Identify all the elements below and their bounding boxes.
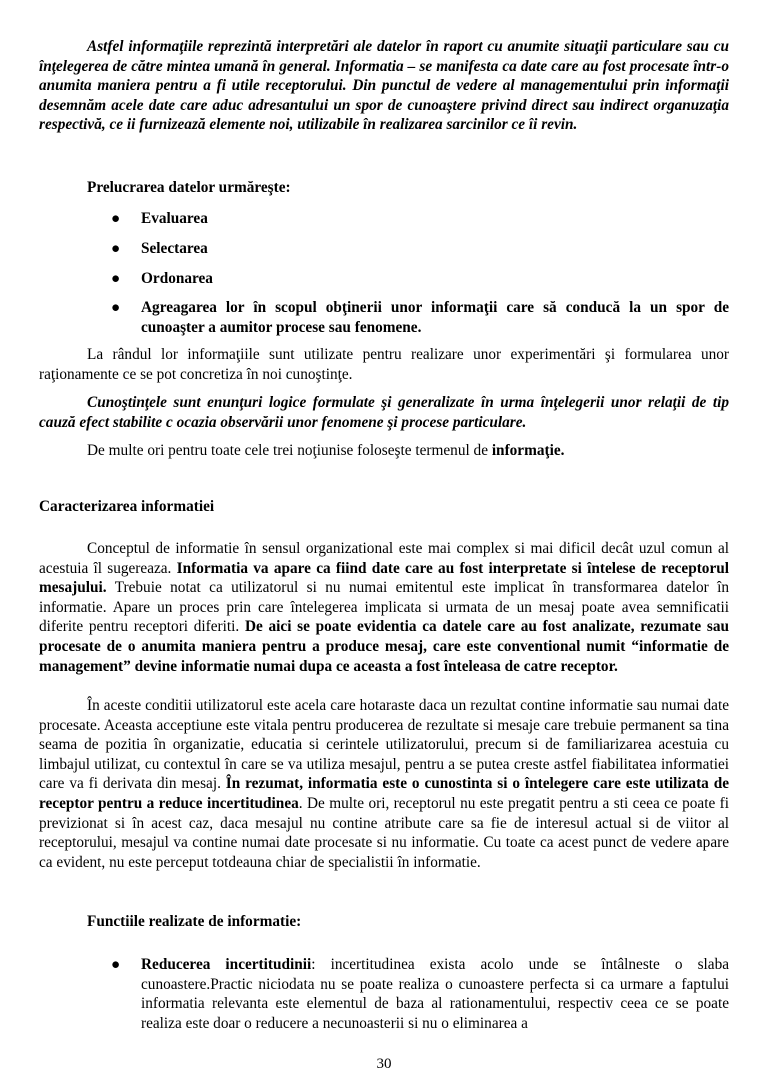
bullet-icon: ● <box>111 299 121 316</box>
knowledge-paragraph: Cunoştinţele sunt enunţuri logice formulate şi generalizate în urma înţelegerii unor relaţii de tip cauză efect stabilite c ocazia observării unor fenomene şi procese particulare. <box>39 394 729 431</box>
information-use-paragraph: La rândul lor informaţiile sunt utilizate pentru realizare unor experimentări şi formularea unor raţionamente ce se pot concretiza în noi cunoştinţe. <box>39 346 729 383</box>
list-item: ● Reducerea incertitudinii: incertitudinea exista acolo unde se întâlneste o slaba cunoastere.Practic niciodata nu se poate realiza o cunoastere perfecta si ca urmare a faptului informatia relevanta este elementul de baza al rationamentului, respectiv ceea ce se poate realiza este doar o reducere a necunoasterii si nu o eliminarea a <box>111 956 730 1032</box>
list-item: ● Selectarea <box>111 240 208 257</box>
term-paragraph: De multe ori pentru toate cele trei noţiunise foloseşte termenul de informaţie. <box>87 442 565 459</box>
concept-paragraph: Conceptul de informatie în sensul organizational este mai complex si mai dificil decât uzul comun al acestuia îl sugereaza. Informatia va apare ca fiind date care au fost interpretate si întelese de receptorul mesajului. Trebuie notat ca utilizatorul si nu numai emitentul este implicat în transformarea datelor în informatie. Apare un proces prin care întelegerea implicata si urmata de un mesaj poate avea semnificatii diferite pentru receptori diferiti. De aici se poate evidentia ca datele care au fost analizate, rezumate sau procesate de o anumita maniera pentru a produce mesaj, care este conventional numit “informatie de management” devine informatie numai dupa ce aceasta a fost înteleasa de catre receptor. <box>39 540 730 675</box>
bullet-icon: ● <box>111 210 121 227</box>
list-item: ● Agreagarea lor în scopul obţinerii unor informaţii care să conducă la un spor de cunoaşter a aumitor procese sau fenomene. <box>111 299 729 336</box>
conditions-paragraph: În aceste conditii utilizatorul este acela care hotaraste daca un rezultat contine informatie sau numai date procesate. Aceasta acceptiune este vitala pentru producerea de rezultate si mesaje care trebuie permanent sa tina seama de pozitia în organizatie, educatia si cerintele utilizatorului, precum si de familiarizarea acestuia cu limbajul utilizat, cu contextul în care se va utiliza mesajul, pentru a se putea creste astfel fiabilitatea informatiei care va fi derivata din mesaj. În rezumat, informatia este o cunostinta si o întelegere care este utilizata de receptor pentru a reduce incertitudinea. De multe ori, receptorul nu este pregatit pentru a sti ceea ce poate fi previzionat si în acest caz, daca mesajul nu contine atribute care sa fie de interesul actual si de viitor al receptorului, mesajul va contine numai date procesate si nu informatie. Cu toate ca acest punct de vedere apare ca evident, nu este perceput totdeauna chiar de specialistii în informatie. <box>39 697 729 871</box>
page-number: 30 <box>376 1056 392 1072</box>
section-heading: Caracterizarea informatiei <box>39 498 215 515</box>
functions-heading: Functiile realizate de informatie: <box>87 913 302 930</box>
bullet-icon: ● <box>111 956 121 973</box>
list-item: ● Evaluarea <box>111 210 208 227</box>
processing-heading: Prelucrarea datelor urmăreşte: <box>87 179 291 196</box>
list-item: ● Ordonarea <box>111 270 213 287</box>
bullet-icon: ● <box>111 270 121 287</box>
bullet-icon: ● <box>111 240 121 257</box>
intro-paragraph: Astfel informaţiile reprezintă interpretări ale datelor în raport cu anumite situaţii particulare sau cu înţelegerea de către mintea umană în general. Informatia – se manifesta ca date care au fost procesate într-o anumita maniera pentru a fi utile receptorului. Din punctul de vedere al managementului prin informaţii desemnăm acele date care aduc adresantului un spor de cunoaştere privind direct sau indirect organuzaţia respectivă, ce ii furnizează elemente noi, utilizabile în realizarea sarcinilor ce îi revin. <box>39 38 729 134</box>
